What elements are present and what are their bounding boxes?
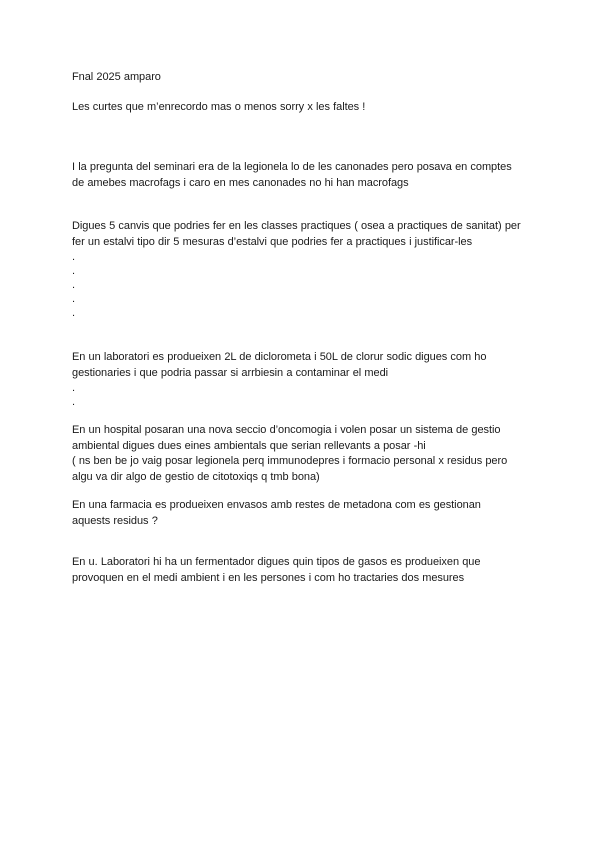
question-3-bullet-1: . <box>72 382 76 394</box>
question-3-line-1: En un laboratori es produeixen 2L de diclorometa i 50L de clorur sodic digues com ho <box>72 351 487 363</box>
question-2 <box>72 219 542 320</box>
question-5-line-2: aquests residus ? <box>72 514 158 527</box>
document-title <box>72 70 542 86</box>
question-6 <box>72 555 542 586</box>
question-2-line-2: fer un estalvi tipo dir 5 mesuras d’estalvi que podries fer a practiques i justificar-les <box>72 235 473 248</box>
question-2-bullet-4: . <box>72 293 76 305</box>
question-6-line-1: En u. Laboratori hi ha un fermentador digues quin tipos de gasos es produeixen que <box>72 556 481 568</box>
question-1 <box>72 160 542 191</box>
question-2-line-1: Digues 5 canvis que podries fer en les classes practiques ( osea a practiques de sanitat) per <box>72 220 521 232</box>
question-5-line-1: En una farmacia es produeixen envasos amb restes de metadona com es gestionan <box>72 499 481 511</box>
question-6-line-2: provoquen en el medi ambient i en les persones i com ho tractaries dos mesures <box>72 571 465 584</box>
question-3-line-2: gestionaries i que podria passar si arrbiesin a contaminar el medi <box>72 366 389 379</box>
question-2-bullet-2: . <box>72 265 76 277</box>
question-2-bullet-5: . <box>72 307 76 319</box>
question-4 <box>72 423 542 485</box>
title-text: Fnal 2025 amparo <box>72 71 161 83</box>
question-1-line-2: de amebes macrofags i caro en mes canonades no hi han macrofags <box>72 176 409 189</box>
question-5 <box>72 498 542 529</box>
question-2-bullet-3: . <box>72 279 76 291</box>
question-3-bullet-2: . <box>72 396 76 408</box>
question-4-line-4: algu va dir algo de gestio de citotoxiqs q tmb bona) <box>72 470 320 483</box>
question-2-bullet-1: . <box>72 251 76 263</box>
intro-paragraph <box>72 100 542 116</box>
question-4-line-3: ( ns ben be jo vaig posar legionela perq immunodepres i formacio personal x residus pero <box>72 455 508 467</box>
question-1-line-1: I la pregunta del seminari era de la legionela lo de les canonades pero posava en comptes <box>72 161 512 173</box>
question-3 <box>72 350 542 409</box>
question-4-line-2: ambiental digues dues eines ambientals que serian rellevants a posar -hi <box>72 439 426 452</box>
intro-text: Les curtes que m’enrecordo mas o menos sorry x les faltes ! <box>72 101 366 113</box>
question-4-line-1: En un hospital posaran una nova seccio d’oncomogia i volen posar un sistema de gestio <box>72 424 501 436</box>
